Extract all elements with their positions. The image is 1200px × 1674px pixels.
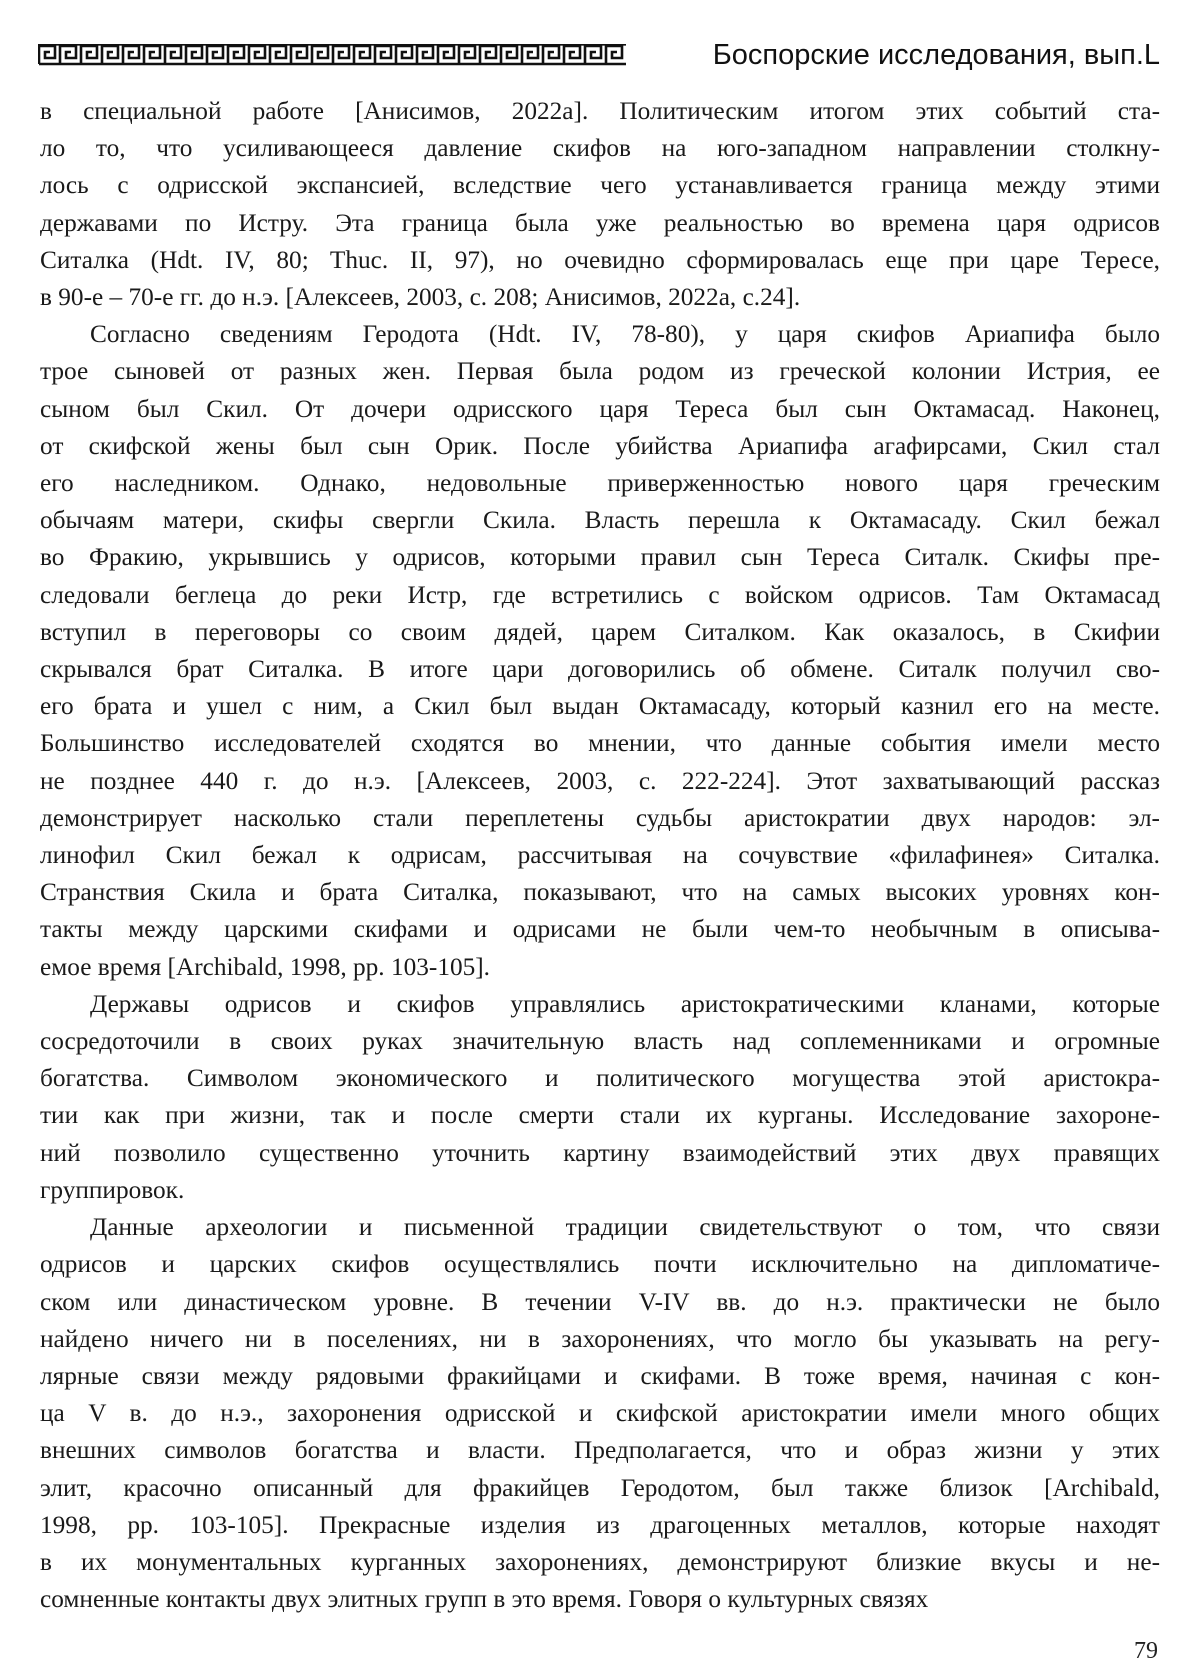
- text-line: следовали беглеца до реки Истр, где встретились с войском одрисов. Там Октамасад: [40, 580, 1160, 609]
- text-line: лярные связи между рядовыми фракийцами и скифами. В тоже время, начиная с кон-: [40, 1361, 1160, 1390]
- text-line-row: [40, 316, 1160, 353]
- paragraph: [40, 316, 1160, 986]
- text-line-row: [40, 539, 1160, 576]
- text-line-row: [40, 353, 1160, 390]
- text-line: 1998, pp. 103-105]. Прекрасные изделия из драгоценных металлов, которые находят: [40, 1510, 1160, 1539]
- text-line-row: [40, 391, 1160, 428]
- text-line-row: [40, 130, 1160, 167]
- meander-pattern: [39, 46, 626, 64]
- text-line: Державы одрисов и скифов управлялись аристократическими кланами, которые: [90, 989, 1160, 1018]
- text-line-row: [40, 1135, 1160, 1172]
- text-line-row: [40, 1209, 1160, 1246]
- text-line-row: [40, 1544, 1160, 1581]
- text-line-row: [40, 1060, 1160, 1097]
- text-line: внешних символов богатства и власти. Предполагается, что и образ жизни у этих: [40, 1436, 1160, 1465]
- text-line-row: [40, 279, 1160, 316]
- text-line: одрисов и царских скифов осуществлялись почти исключительно на дипломатиче-: [40, 1250, 1160, 1279]
- text-line-row: [40, 1097, 1160, 1134]
- text-line: линофил Скил бежал к одрисам, рассчитывая на сочувствие «филафинея» Ситалка.: [40, 841, 1160, 870]
- text-line-row: [40, 688, 1160, 725]
- text-line: элит, красочно описанный для фракийцев Геродотом, был также близок [Archibald,: [40, 1473, 1160, 1502]
- text-line-row: [40, 837, 1160, 874]
- text-line: от скифской жены был сын Орик. После убийства Ариапифа агафирсами, Скил стал: [40, 431, 1160, 460]
- text-line-row: [40, 1358, 1160, 1395]
- text-line-row: [40, 874, 1160, 911]
- text-line: сыном был Скил. От дочери одрисского царя Тереса был сын Октамасад. Наконец,: [40, 394, 1160, 423]
- text-line: вступил в переговоры со своим дядей, царем Ситалком. Как оказалось, в Скифии: [40, 617, 1160, 646]
- text-line-row: [40, 1581, 1160, 1618]
- text-line-row: [40, 1395, 1160, 1432]
- text-line: не позднее 440 г. до н.э. [Алексеев, 2003, с. 222-224]. Этот захватывающий рассказ: [40, 766, 1160, 795]
- text-line-row: [40, 205, 1160, 242]
- text-line: найдено ничего ни в поселениях, ни в захоронениях, что могло бы указывать на регу-: [40, 1324, 1160, 1353]
- text-line-row: [40, 93, 1160, 130]
- text-line-row: [40, 1321, 1160, 1358]
- greek-key-meander-icon: [38, 44, 626, 66]
- text-line: сомненные контакты двух элитных групп в это время. Говоря о культурных связях: [40, 1585, 929, 1614]
- text-line: трое сыновей от разных жен. Первая была родом из греческой колонии Истрия, ее: [40, 357, 1160, 386]
- text-line: Ситалка (Hdt. IV, 80; Thuc. II, 97), но очевидно сформировалась еще при царе Тересе,: [40, 245, 1160, 274]
- paragraph: [40, 1209, 1160, 1618]
- text-line: группировок.: [40, 1175, 185, 1204]
- text-line: во Фракию, укрывшись у одрисов, которыми правил сын Тереса Ситалк. Скифы пре-: [40, 543, 1160, 572]
- text-line: ском или династическом уровне. В течении V-IV вв. до н.э. практически не было: [40, 1287, 1160, 1316]
- text-line: тии как при жизни, так и после смерти стали их курганы. Исследование захороне-: [40, 1101, 1160, 1130]
- text-line-row: [40, 911, 1160, 948]
- text-line-row: [40, 800, 1160, 837]
- text-line-row: [40, 725, 1160, 762]
- text-line: в 90-е – 70-е гг. до н.э. [Алексеев, 2003, с. 208; Анисимов, 2022а, с.24].: [40, 283, 801, 312]
- text-line-row: [40, 502, 1160, 539]
- text-line: Согласно сведениям Геродота (Hdt. IV, 78-80), у царя скифов Ариапифа было: [90, 320, 1160, 349]
- text-line-row: [40, 1246, 1160, 1283]
- text-line: скрывался брат Ситалка. В итоге цари договорились об обмене. Ситалк получил сво-: [40, 655, 1160, 684]
- text-line-row: [40, 1284, 1160, 1321]
- text-line: сосредоточили в своих руках значительную власть над соплеменниками и огромные: [40, 1027, 1160, 1056]
- body-text: [40, 93, 1160, 1618]
- text-line: ло то, что усиливающееся давление скифов на юго-западном направлении столкну-: [40, 134, 1160, 163]
- text-line-row: [40, 428, 1160, 465]
- text-line: в их монументальных курганных захоронениях, демонстрируют близкие вкусы и не-: [40, 1547, 1160, 1576]
- text-line-row: [40, 465, 1160, 502]
- text-line-row: [40, 986, 1160, 1023]
- running-header: [38, 36, 1160, 74]
- text-line-row: [40, 167, 1160, 204]
- paragraph: [40, 93, 1160, 316]
- page-number: 79: [1134, 1638, 1158, 1664]
- text-line-row: [40, 1172, 1160, 1209]
- text-line-row: [40, 949, 1160, 986]
- text-line-row: [40, 577, 1160, 614]
- text-line: Данные археологии и письменной традиции свидетельствуют о том, что связи: [90, 1213, 1160, 1242]
- text-line-row: [40, 651, 1160, 688]
- text-line: лось с одрисской экспансией, вследствие чего устанавливается граница между этими: [40, 171, 1160, 200]
- text-line: демонстрирует насколько стали переплетены судьбы аристократии двух народов: эл-: [40, 803, 1160, 832]
- text-line: в специальной работе [Анисимов, 2022а]. Политическим итогом этих событий ста-: [40, 97, 1160, 125]
- text-line: его брата и ушел с ним, а Скил был выдан Октамасаду, который казнил его на месте.: [40, 692, 1160, 721]
- text-line: ца V в. до н.э., захоронения одрисской и скифской аристократии имели много общих: [40, 1399, 1160, 1428]
- text-line: такты между царскими скифами и одрисами не были чем-то необычным в описыва-: [40, 915, 1160, 944]
- journal-title: Боспорские исследования, вып.L: [712, 39, 1160, 71]
- text-line: обычаям матери, скифы свергли Скила. Власть перешла к Октамасаду. Скил бежал: [40, 506, 1160, 535]
- text-line: Странствия Скила и брата Ситалка, показывают, что на самых высоких уровнях кон-: [40, 878, 1160, 907]
- text-line: ний позволило существенно уточнить картину взаимодействий этих двух правящих: [40, 1138, 1160, 1167]
- text-line-row: [40, 242, 1160, 279]
- text-line-row: [40, 1470, 1160, 1507]
- paragraph: [40, 986, 1160, 1209]
- text-line: Большинство исследователей сходятся во мнении, что данные события имели место: [40, 729, 1160, 758]
- text-line: богатства. Символом экономического и политического могущества этой аристокра-: [40, 1064, 1160, 1093]
- text-line: державами по Истру. Эта граница была уже реальностью во времена царя одрисов: [40, 208, 1160, 237]
- text-line-row: [40, 614, 1160, 651]
- text-line-row: [40, 1432, 1160, 1469]
- text-line: емое время [Archibald, 1998, pp. 103-105].: [40, 952, 491, 981]
- text-line-row: [40, 1023, 1160, 1060]
- text-line-row: [40, 763, 1160, 800]
- text-line-row: [40, 1507, 1160, 1544]
- text-line: его наследником. Однако, недовольные приверженностью нового царя греческим: [40, 469, 1160, 498]
